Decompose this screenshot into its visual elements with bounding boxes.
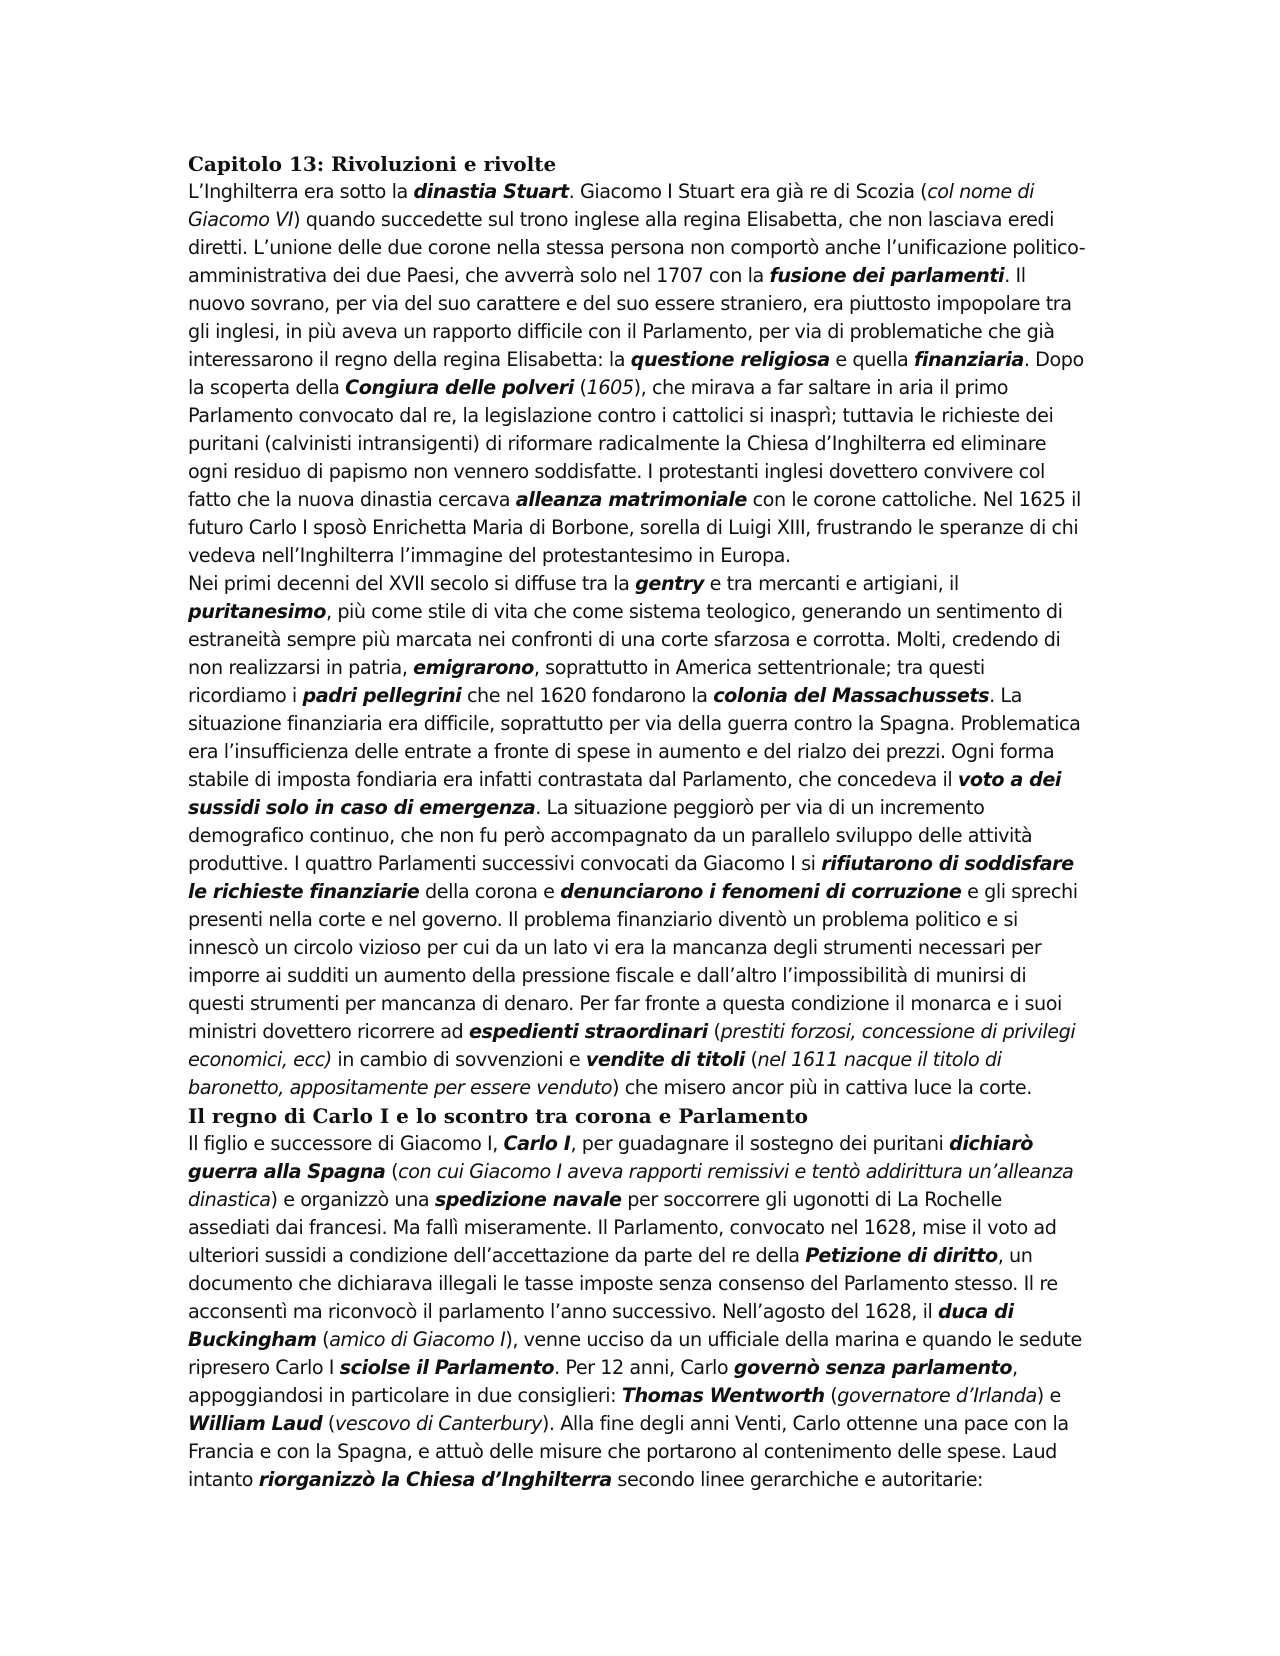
emphasis-text: fusione dei parlamenti <box>769 264 1005 287</box>
italic-text: amico di Giacomo I <box>329 1328 506 1351</box>
body-text: ( <box>744 1048 758 1071</box>
emphasis-text: gentry <box>635 572 704 595</box>
paragraph-1 <box>188 178 1088 570</box>
emphasis-text: denunciarono i fenomeni di corruzione <box>560 880 962 903</box>
italic-text: nel 1611 nacque il titolo di baronetto, appositamente per essere venduto <box>188 1048 1002 1099</box>
emphasis-text: Petizione di diritto <box>805 1244 998 1267</box>
body-text: e quella <box>829 348 914 371</box>
body-text: ) e <box>1036 1384 1061 1407</box>
body-text: . Il nuovo sovrano, per via del suo carattere e del suo essere straniero, era piuttosto impopolare tra gli inglesi, in più aveva un rapporto difficile con il Parlamento, per via di problematiche che già interessarono il regno della regina Elisabetta: la <box>188 264 1072 371</box>
body-text: , più come stile di vita che come sistema teologico, generando un sentimento di estraneità sempre più marcata nei confronti di una corte sfarzosa e corrotta. Molti, credendo di non realizzarsi in patria, <box>188 600 1063 679</box>
chapter-title: Capitolo 13: Rivoluzioni e rivolte <box>188 152 557 176</box>
emphasis-text: voto a dei sussidi solo in caso di emergenza <box>188 768 1062 819</box>
paragraph-3 <box>188 1130 1088 1494</box>
body-text: ( <box>385 1160 399 1183</box>
body-text: ), che mirava a far saltare in aria il primo Parlamento convocato dal re, la legislazione contro i cattolici si inasprì; tuttavia le richieste dei puritani (calvinisti intransigenti) di riformare radicalmente la Chiesa d’Inghilterra ed eliminare ogni residuo di papismo non vennero soddisfatte. I protestanti inglesi dovettero convivere col fatto che la nuova dinastia cercava <box>188 376 1054 511</box>
body-text: ) e organizzò una <box>270 1188 435 1211</box>
paragraph-2 <box>188 570 1088 1102</box>
body-text: con le corone cattoliche. Nel 1625 il futuro Carlo I sposò Enrichetta Maria di Borbone, sorella di Luigi XIII, frustrando le speranze di chi vedeva nell’Inghilterra l’immagine del protestantesimo in Europa. <box>188 488 1081 567</box>
body-text: che nel 1620 fondarono la <box>461 684 714 707</box>
italic-text: col nome di Giacomo VI <box>188 180 1034 231</box>
italic-text: prestiti forzosi, concessione di privilegi economici, ecc) <box>188 1020 1076 1071</box>
emphasis-text: vendite di titoli <box>585 1048 745 1071</box>
emphasis-text: Thomas Wentworth <box>621 1384 825 1407</box>
italic-text: 1605 <box>586 376 634 399</box>
body-text: ). Alla fine degli anni Venti, Carlo ottenne una pace con la Francia e con la Spagna, e attuò delle misure che portarono al contenimento delle spese. Laud intanto <box>188 1412 1069 1491</box>
emphasis-text: rifiutarono di soddisfare le richieste finanziarie <box>188 852 1074 903</box>
body-text: della corona e <box>419 880 561 903</box>
emphasis-text: Congiura delle polveri <box>345 376 574 399</box>
emphasis-text: William Laud <box>188 1412 323 1435</box>
body-text: . Dopo la scoperta della <box>188 348 1084 399</box>
body-text: Nei primi decenni del XVII secolo si diffuse tra la <box>188 572 636 595</box>
body-text: e tra mercanti e artigiani, il <box>703 572 959 595</box>
emphasis-text: dichiarò guerra alla Spagna <box>188 1132 1033 1183</box>
body-text: ( <box>322 1412 335 1435</box>
body-text: ( <box>573 376 587 399</box>
body-text: e gli sprechi presenti nella corte e nel governo. Il problema finanziario diventò un problema politico e si innescò un circolo vizioso per cui da un lato vi era la mancanza degli strumenti necessari per imporre ai sudditi un aumento della pressione fiscale e dall’altro l’impossibilità di munirsi di questi strumenti per mancanza di denaro. Per far fronte a questa condizione il monarca e i suoi ministri dovettero ricorrere ad <box>188 880 1078 1043</box>
emphasis-text: alleanza matrimoniale <box>515 488 747 511</box>
body-text: ( <box>707 1020 721 1043</box>
body-text: in cambio di sovvenzioni e <box>331 1048 586 1071</box>
document-page <box>188 150 1088 1494</box>
emphasis-text: duca di Buckingham <box>188 1300 1014 1351</box>
body-text: ), venne ucciso da un ufficiale della marina e quando le sedute ripresero Carlo I <box>188 1328 1082 1379</box>
body-text: L’Inghilterra era sotto la <box>188 180 414 203</box>
body-text: , un documento che dichiarava illegali le tasse imposte senza consenso del Parlamento stesso. Il re acconsentì ma riconvocò il parlamento l’anno successivo. Nell’agosto del 1628, il <box>188 1244 1058 1323</box>
body-text: ( <box>316 1328 330 1351</box>
body-text: . La situazione peggiorò per via di un incremento demografico continuo, che non fu però accompagnato da un parallelo sviluppo delle attività produttive. I quattro Parlamenti successivi convocati da Giacomo I si <box>188 796 1033 875</box>
emphasis-text: sciolse il Parlamento <box>339 1356 555 1379</box>
body-text: , appoggiandosi in particolare in due consiglieri: <box>188 1356 1018 1407</box>
body-text: ) quando succedette sul trono inglese alla regina Elisabetta, che non lasciava eredi diretti. L’unione delle due corone nella stessa persona non comportò anche l’unificazione politico-amministrativa dei due Paesi, che avverrà solo nel 1707 con la <box>188 208 1086 287</box>
section-heading: Il regno di Carlo I e lo scontro tra corona e Parlamento <box>188 1104 808 1128</box>
emphasis-text: dinastia Stuart <box>413 180 569 203</box>
emphasis-text: governò senza parlamento <box>733 1356 1013 1379</box>
emphasis-text: colonia del Massachussets <box>713 684 990 707</box>
emphasis-text: emigrarono <box>413 656 534 679</box>
body-text: Il figlio e successore di Giacomo I, <box>188 1132 504 1155</box>
body-text: . Per 12 anni, Carlo <box>554 1356 734 1379</box>
body-text: ( <box>824 1384 838 1407</box>
body-text: . Giacomo I Stuart era già re di Scozia ( <box>568 180 928 203</box>
italic-text: governatore d’Irlanda <box>837 1384 1037 1407</box>
emphasis-text: espedienti straordinari <box>468 1020 708 1043</box>
body-text: , soprattutto in America settentrionale; tra questi ricordiamo i <box>188 656 985 707</box>
body-text: . La situazione finanziaria era difficile, soprattutto per via della guerra contro la Spagna. Problematica era l’insufficienza delle entrate a fronte di spese in aumento e del rialzo dei prezzi. Ogni forma stabile di imposta fondiaria era infatti contrastata dal Parlamento, che concedeva il <box>188 684 1081 791</box>
emphasis-text: questione religiosa <box>630 348 830 371</box>
body-text: ) che misero ancor più in cattiva luce la corte. <box>612 1076 1032 1099</box>
italic-text: con cui Giacomo I aveva rapporti remissivi e tentò addirittura un’alleanza dinastica <box>188 1160 1074 1211</box>
body-text: per soccorrere gli ugonotti di La Rochelle assediati dai francesi. Ma fallì miseramente. Il Parlamento, convocato nel 1628, mise il voto ad ulteriori sussidi a condizione dell’accettazione da parte del re della <box>188 1188 1057 1267</box>
emphasis-text: Carlo I <box>503 1132 571 1155</box>
emphasis-text: puritanesimo <box>188 600 327 623</box>
body-text: , per guadagnare il sostegno dei puritani <box>570 1132 950 1155</box>
emphasis-text: riorganizzò la Chiesa d’Inghilterra <box>258 1468 612 1491</box>
emphasis-text: spedizione navale <box>434 1188 622 1211</box>
emphasis-text: padri pellegrini <box>302 684 462 707</box>
body-text: secondo linee gerarchiche e autoritarie: <box>611 1468 984 1491</box>
emphasis-text: finanziaria <box>913 348 1024 371</box>
italic-text: vescovo di Canterbury <box>334 1412 542 1435</box>
